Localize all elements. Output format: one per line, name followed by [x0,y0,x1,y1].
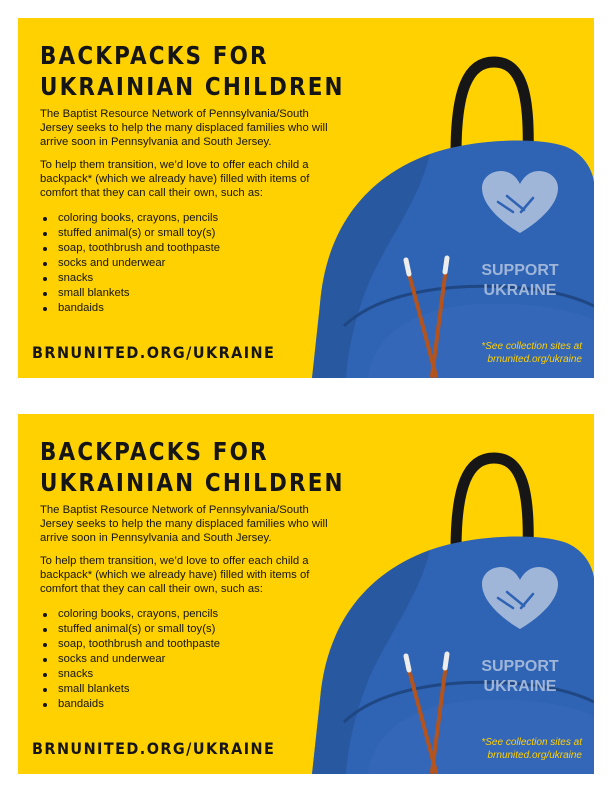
items-list [40,211,340,316]
note-line-1: *See collection sites at [481,737,582,748]
list-item: stuffed animal(s) or small toy(s) [40,622,340,637]
list-item: soap, toothbrush and toothpaste [40,241,340,256]
list-item: stuffed animal(s) or small toy(s) [40,226,340,241]
backpack-handle [456,458,528,550]
items-list [40,607,340,712]
patch-text-ukraine: UKRAINE [483,282,557,299]
list-item: bandaids [40,697,340,712]
transition-paragraph: To help them transition, we’d love to offer each child a backpack* (which we already have) filled with items of comfort that they can call their own, such as: [40,159,310,199]
transition-paragraph: To help them transition, we’d love to offer each child a backpack* (which we already have) filled with items of comfort that they can call their own, such as: [40,555,310,595]
backpack-image [308,18,594,378]
collection-note [481,736,582,762]
pencil-left-eraser [406,656,409,670]
note-line-2: brnunited.org/ukraine [487,750,582,761]
flyer-card-top [18,18,594,378]
list-item: small blankets [40,682,340,697]
note-line-1: *See collection sites at [481,341,582,352]
pencil-right-eraser [445,654,447,668]
patch-text-support: SUPPORT [481,262,559,279]
intro-paragraph: The Baptist Resource Network of Pennsylvania/South Jersey seeks to help the many displaced families who will arrive soon in Pennsylvania and South Jersey. [40,108,328,148]
title-line-2: UKRAINIAN CHILDREN [40,72,345,101]
title-line-1: BACKPACKS FOR [40,41,269,70]
backpack-image [308,414,594,774]
list-item: soap, toothbrush and toothpaste [40,637,340,652]
intro-paragraph: The Baptist Resource Network of Pennsylvania/South Jersey seeks to help the many displaced families who will arrive soon in Pennsylvania and South Jersey. [40,504,328,544]
list-item: snacks [40,271,340,286]
list-item: small blankets [40,286,340,301]
patch-text-support: SUPPORT [481,658,559,675]
list-item: socks and underwear [40,256,340,271]
body-text [40,504,340,712]
list-item: coloring books, crayons, pencils [40,211,340,226]
list-item: bandaids [40,301,340,316]
flyer-title [40,40,345,102]
list-item: coloring books, crayons, pencils [40,607,340,622]
pencil-right-eraser [445,258,447,272]
body-text [40,108,340,316]
pencil-left-eraser [406,260,409,274]
collection-note [481,340,582,366]
website-url: BRNUNITED.ORG/UKRAINE [32,343,276,362]
list-item: snacks [40,667,340,682]
flyer-title [40,436,345,498]
flyer-card-bottom [18,414,594,774]
website-url: BRNUNITED.ORG/UKRAINE [32,739,276,758]
title-line-1: BACKPACKS FOR [40,437,269,466]
patch-text-ukraine: UKRAINE [483,678,557,695]
title-line-2: UKRAINIAN CHILDREN [40,468,345,497]
list-item: socks and underwear [40,652,340,667]
note-line-2: brnunited.org/ukraine [487,354,582,365]
backpack-handle [456,62,528,154]
